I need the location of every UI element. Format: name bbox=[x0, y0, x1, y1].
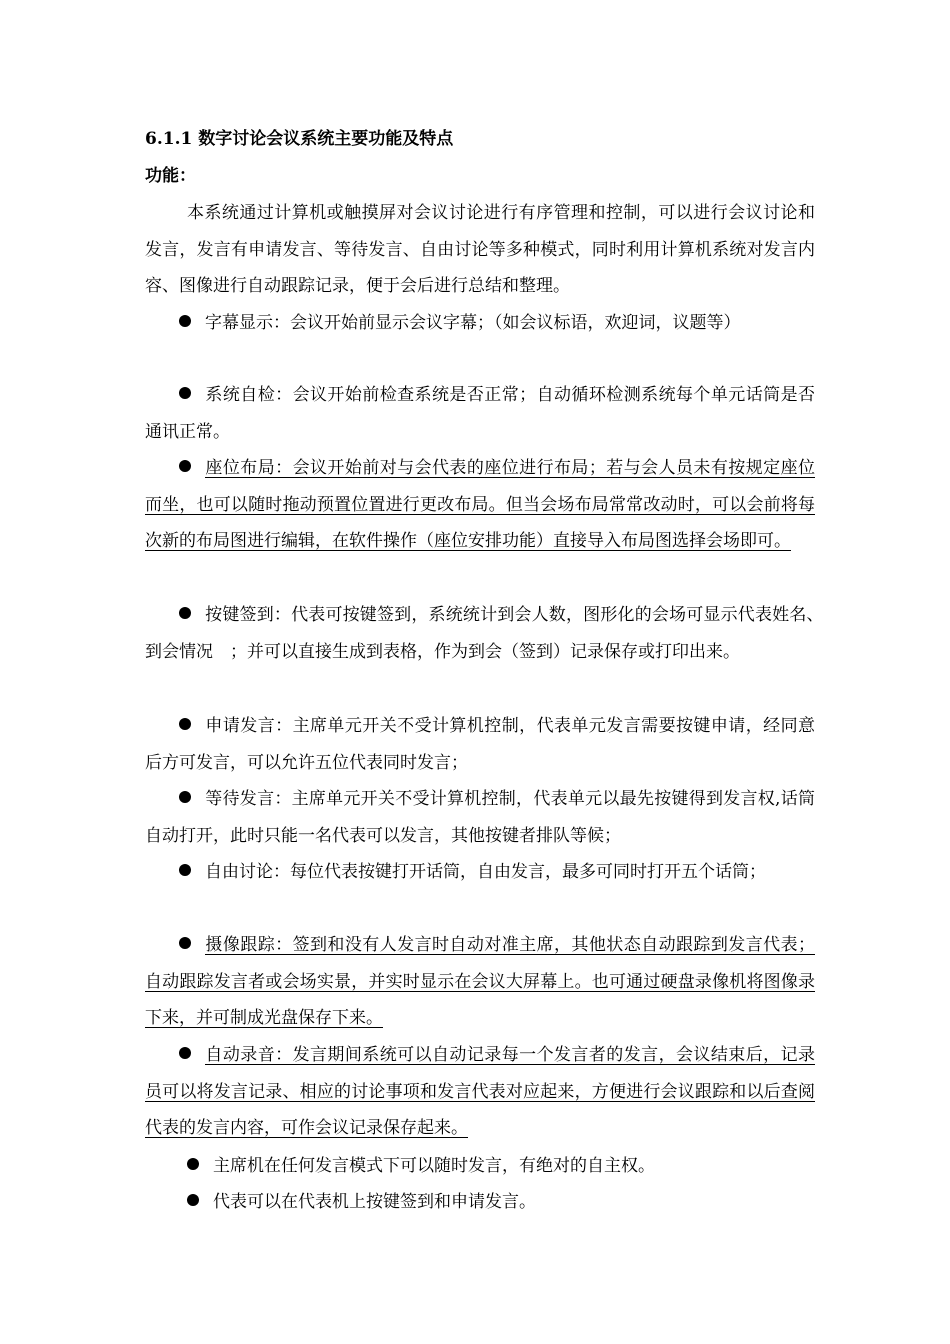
list-item-text: 等待发言：主席单元开关不受计算机控制，代表单元以最先按键得到发言权,话筒自动打开，此时只能一名代表可以发言，其他按键者排队等候； bbox=[145, 789, 815, 846]
list-item-delegate bbox=[145, 1184, 815, 1221]
bullet-icon bbox=[179, 460, 191, 472]
list-item-auto-recording bbox=[145, 1037, 815, 1147]
bullet-icon bbox=[179, 864, 191, 876]
list-item-text: 自由讨论：每位代表按键打开话筒，自由发言，最多可同时打开五个话筒； bbox=[205, 862, 766, 882]
bullet-icon bbox=[187, 1158, 199, 1170]
list-item-seat-layout bbox=[145, 450, 815, 560]
list-item-chairman bbox=[145, 1148, 815, 1185]
bullet-icon bbox=[179, 387, 191, 399]
list-item-text: 字幕显示：会议开始前显示会议字幕；（如会议标语，欢迎词，议题等） bbox=[205, 313, 741, 333]
intro-paragraph: 本系统通过计算机或触摸屏对会议讨论进行有序管理和控制，可以进行会议讨论和发言，发言有申请发言、等待发言、自由讨论等多种模式，同时利用计算机系统对发言内容、图像进行自动跟踪记录，便于会后进行总结和整理。 bbox=[145, 203, 815, 296]
list-item-text: 按键签到：代表可按键签到，系统统计到会人数，图形化的会场可显示代表姓名、 到会情况 ；并可以直接生成到表格，作为到会（签到）记录保存或打印出来。 bbox=[145, 605, 832, 662]
bullet-icon bbox=[179, 1047, 191, 1059]
list-item-text: 自动录音：发言期间系统可以自动记录每一个发言者的发言，会议结束后，记录员可以将发言记录、相应的讨论事项和发言代表对应起来，方便进行会议跟踪和以后查阅代表的发言内容，可作会议记录保存起来。 bbox=[145, 1045, 815, 1138]
bullet-icon bbox=[179, 937, 191, 949]
bullet-icon bbox=[187, 1194, 199, 1206]
section-heading: 6.1.1 数字讨论会议系统主要功能及特点 bbox=[145, 129, 454, 149]
list-item-subtitle-display bbox=[145, 305, 815, 342]
list-item-camera-tracking bbox=[145, 927, 815, 1037]
bullet-icon bbox=[179, 791, 191, 803]
list-item-text: 代表可以在代表机上按键签到和申请发言。 bbox=[213, 1192, 536, 1212]
list-item-text: 申请发言：主席单元开关不受计算机控制，代表单元发言需要按键申请，经同意后方可发言，可以允许五位代表同时发言； bbox=[145, 716, 815, 773]
list-item-text: 主席机在任何发言模式下可以随时发言，有绝对的自主权。 bbox=[213, 1156, 655, 1176]
bullet-icon bbox=[179, 718, 191, 730]
list-item-free-discussion bbox=[145, 854, 815, 891]
list-item-sign-in bbox=[145, 597, 832, 670]
functions-subheading: 功能： bbox=[145, 166, 196, 186]
list-item-text: 座位布局：会议开始前对与会代表的座位进行布局；若与会人员未有按规定座位而坐，也可以随时拖动预置位置进行更改布局。但当会场布局常常改动时，可以会前将每次新的布局图进行编辑，在软件操作（座位安排功能）直接导入布局图选择会场即可。 bbox=[145, 458, 815, 551]
list-item-text: 摄像跟踪：签到和没有人发言时自动对准主席，其他状态自动跟踪到发言代表；自动跟踪发言者或会场实景，并实时显示在会议大屏幕上。也可通过硬盘录像机将图像录下来，并可制成光盘保存下来。 bbox=[145, 935, 815, 1028]
bullet-icon bbox=[179, 315, 191, 327]
bullet-icon bbox=[179, 607, 191, 619]
list-item-self-check bbox=[145, 377, 815, 450]
list-item-text: 系统自检：会议开始前检查系统是否正常；自动循环检测系统每个单元话筒是否通讯正常。 bbox=[145, 385, 815, 442]
list-item-request-speak bbox=[145, 708, 815, 781]
list-item-wait-speak bbox=[145, 781, 815, 854]
